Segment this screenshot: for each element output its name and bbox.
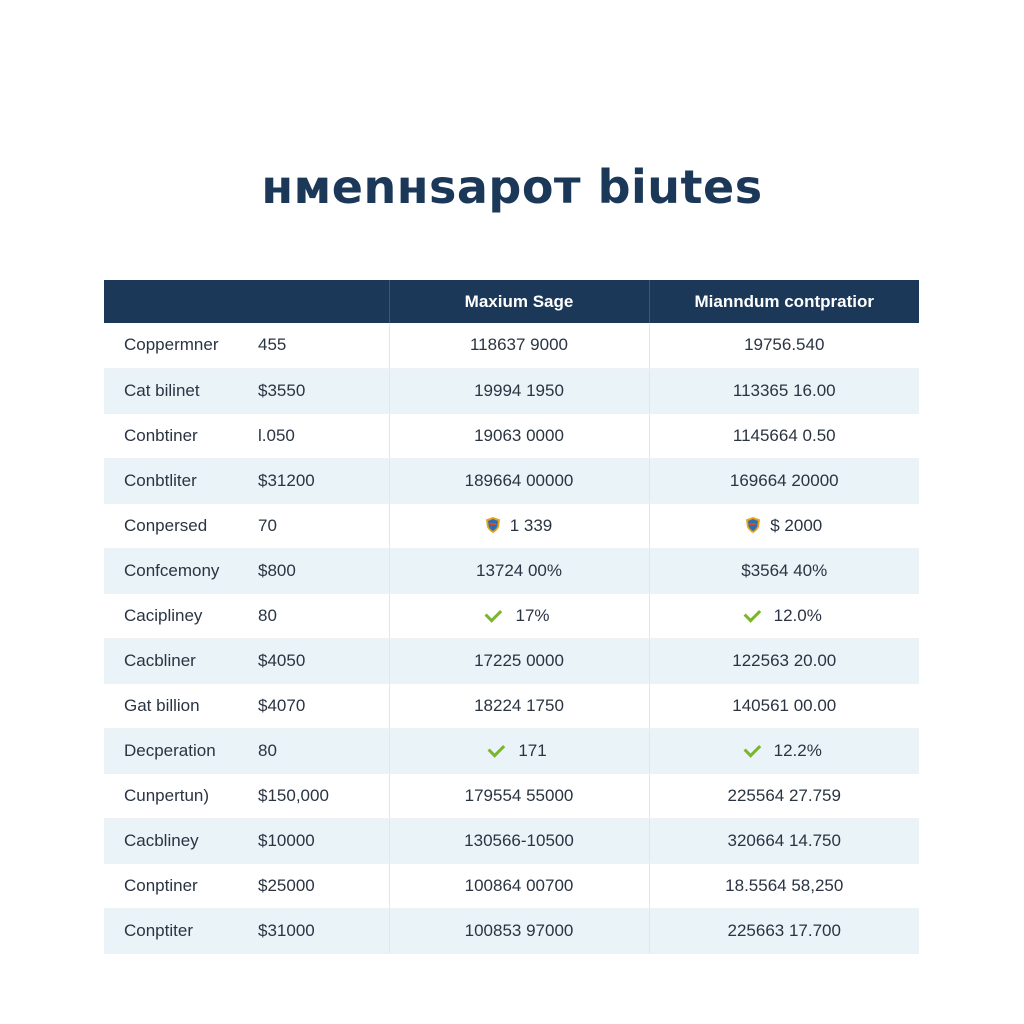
row-minimum-cell — [649, 458, 919, 503]
check-icon — [743, 605, 761, 623]
row-value-cell: 80 — [234, 728, 389, 773]
row-minimum-cell-text: 122563 20.00 — [732, 650, 837, 670]
row-minimum-cell-text: 225663 17.700 — [727, 920, 841, 940]
row-maximum-cell-text: 100864 00700 — [464, 875, 574, 895]
table-row — [104, 548, 919, 593]
check-icon — [488, 740, 506, 758]
row-minimum-cell-text: 140561 00.00 — [732, 695, 837, 715]
row-minimum-cell-text: 12.0% — [773, 605, 822, 625]
row-maximum-cell — [389, 773, 649, 818]
table-row — [104, 413, 919, 458]
row-value-cell: $800 — [234, 548, 389, 593]
row-maximum-cell-text: 171 — [518, 740, 547, 760]
shield-icon — [746, 517, 760, 533]
row-name-cell: Conpersed — [104, 503, 234, 548]
row-maximum-cell — [389, 638, 649, 683]
row-value-cell: $31200 — [234, 458, 389, 503]
row-value-cell: $3550 — [234, 368, 389, 413]
comparison-table-container — [104, 280, 919, 954]
row-maximum-cell-text: 179554 55000 — [464, 785, 574, 805]
row-minimum-cell — [649, 638, 919, 683]
row-minimum-cell-text: 320664 14.750 — [727, 830, 841, 850]
row-maximum-cell-text: 130566-10500 — [464, 830, 574, 850]
row-minimum-cell-text: $3564 40% — [741, 560, 828, 580]
row-name-cell: Cat bilinet — [104, 368, 234, 413]
row-minimum-cell — [649, 548, 919, 593]
row-minimum-cell — [649, 503, 919, 548]
row-maximum-cell-text: 19063 0000 — [474, 425, 564, 445]
row-minimum-cell-text: $ 2000 — [770, 515, 823, 535]
table-row — [104, 458, 919, 503]
row-name-cell: Conptiter — [104, 908, 234, 953]
row-maximum-cell — [389, 548, 649, 593]
table-row — [104, 593, 919, 638]
row-minimum-cell-text: 18.5564 58,250 — [725, 875, 844, 895]
row-minimum-cell-text: 12.2% — [773, 740, 822, 760]
row-maximum-cell — [389, 863, 649, 908]
table-row — [104, 728, 919, 773]
row-maximum-cell — [389, 728, 649, 773]
row-maximum-cell — [389, 683, 649, 728]
row-minimum-cell-text: 113365 16.00 — [732, 380, 836, 400]
row-minimum-cell — [649, 368, 919, 413]
row-minimum-cell — [649, 908, 919, 953]
row-maximum-cell-text: 1 339 — [509, 515, 553, 535]
table-row — [104, 683, 919, 728]
row-minimum-cell-text: 225564 27.759 — [727, 785, 841, 805]
row-minimum-cell — [649, 773, 919, 818]
row-value-cell: $31000 — [234, 908, 389, 953]
header-cell-maximum: Maxium Sage — [389, 280, 649, 323]
table-row — [104, 323, 919, 368]
table-row — [104, 908, 919, 953]
row-name-cell: Cunpertun) — [104, 773, 234, 818]
row-minimum-cell — [649, 413, 919, 458]
table-row — [104, 368, 919, 413]
check-icon — [485, 605, 503, 623]
row-minimum-cell — [649, 818, 919, 863]
row-name-cell: Confcemony — [104, 548, 234, 593]
check-icon — [743, 740, 761, 758]
row-maximum-cell-text: 189664 00000 — [464, 470, 574, 490]
row-minimum-cell — [649, 863, 919, 908]
row-maximum-cell — [389, 908, 649, 953]
row-value-cell: 455 — [234, 323, 389, 368]
row-maximum-cell — [389, 368, 649, 413]
row-maximum-cell — [389, 503, 649, 548]
row-value-cell: $10000 — [234, 818, 389, 863]
row-value-cell: $4070 — [234, 683, 389, 728]
row-minimum-cell-text: 169664 20000 — [729, 470, 839, 490]
row-name-cell: Conbtliter — [104, 458, 234, 503]
header-cell-minimum: Mianndum contpratior — [649, 280, 919, 323]
row-value-cell: 70 — [234, 503, 389, 548]
table-row — [104, 818, 919, 863]
row-value-cell: $4050 — [234, 638, 389, 683]
row-maximum-cell-text: 100853 97000 — [464, 920, 574, 940]
row-maximum-cell-text: 17225 0000 — [474, 650, 564, 670]
row-name-cell: Conptiner — [104, 863, 234, 908]
row-value-cell: $150,000 — [234, 773, 389, 818]
row-maximum-cell — [389, 413, 649, 458]
row-name-cell: Cacbliney — [104, 818, 234, 863]
table-row — [104, 773, 919, 818]
shield-icon — [486, 517, 500, 533]
page-title: нмеnнsapoт biutes — [261, 160, 763, 214]
row-value-cell: $25000 — [234, 863, 389, 908]
row-name-cell: Conbtiner — [104, 413, 234, 458]
table-row — [104, 503, 919, 548]
header-cell-value — [234, 280, 389, 323]
row-value-cell: 80 — [234, 593, 389, 638]
row-minimum-cell — [649, 728, 919, 773]
table-row — [104, 638, 919, 683]
row-maximum-cell-text: 17% — [515, 605, 550, 625]
row-name-cell: Gat billion — [104, 683, 234, 728]
row-maximum-cell-text: 19994 1950 — [474, 380, 564, 400]
row-maximum-cell — [389, 323, 649, 368]
row-minimum-cell-text: 19756.540 — [744, 335, 825, 355]
row-minimum-cell — [649, 593, 919, 638]
row-minimum-cell-text: 1145664 0.50 — [732, 425, 836, 445]
row-maximum-cell-text: 13724 00% — [475, 560, 563, 580]
table-body — [104, 323, 919, 953]
row-name-cell: Coppermner — [104, 323, 234, 368]
header-cell-name — [104, 280, 234, 323]
table-row — [104, 863, 919, 908]
row-name-cell: Caciplinеy — [104, 593, 234, 638]
row-name-cell: Decperation — [104, 728, 234, 773]
row-value-cell: l.050 — [234, 413, 389, 458]
row-name-cell: Cacbliner — [104, 638, 234, 683]
row-maximum-cell-text: 118637 9000 — [469, 335, 568, 355]
row-minimum-cell — [649, 683, 919, 728]
table-header-row — [104, 280, 919, 323]
row-maximum-cell-text: 18224 1750 — [474, 695, 564, 715]
row-maximum-cell — [389, 458, 649, 503]
row-maximum-cell — [389, 593, 649, 638]
row-minimum-cell — [649, 323, 919, 368]
row-maximum-cell — [389, 818, 649, 863]
comparison-table — [104, 280, 919, 954]
